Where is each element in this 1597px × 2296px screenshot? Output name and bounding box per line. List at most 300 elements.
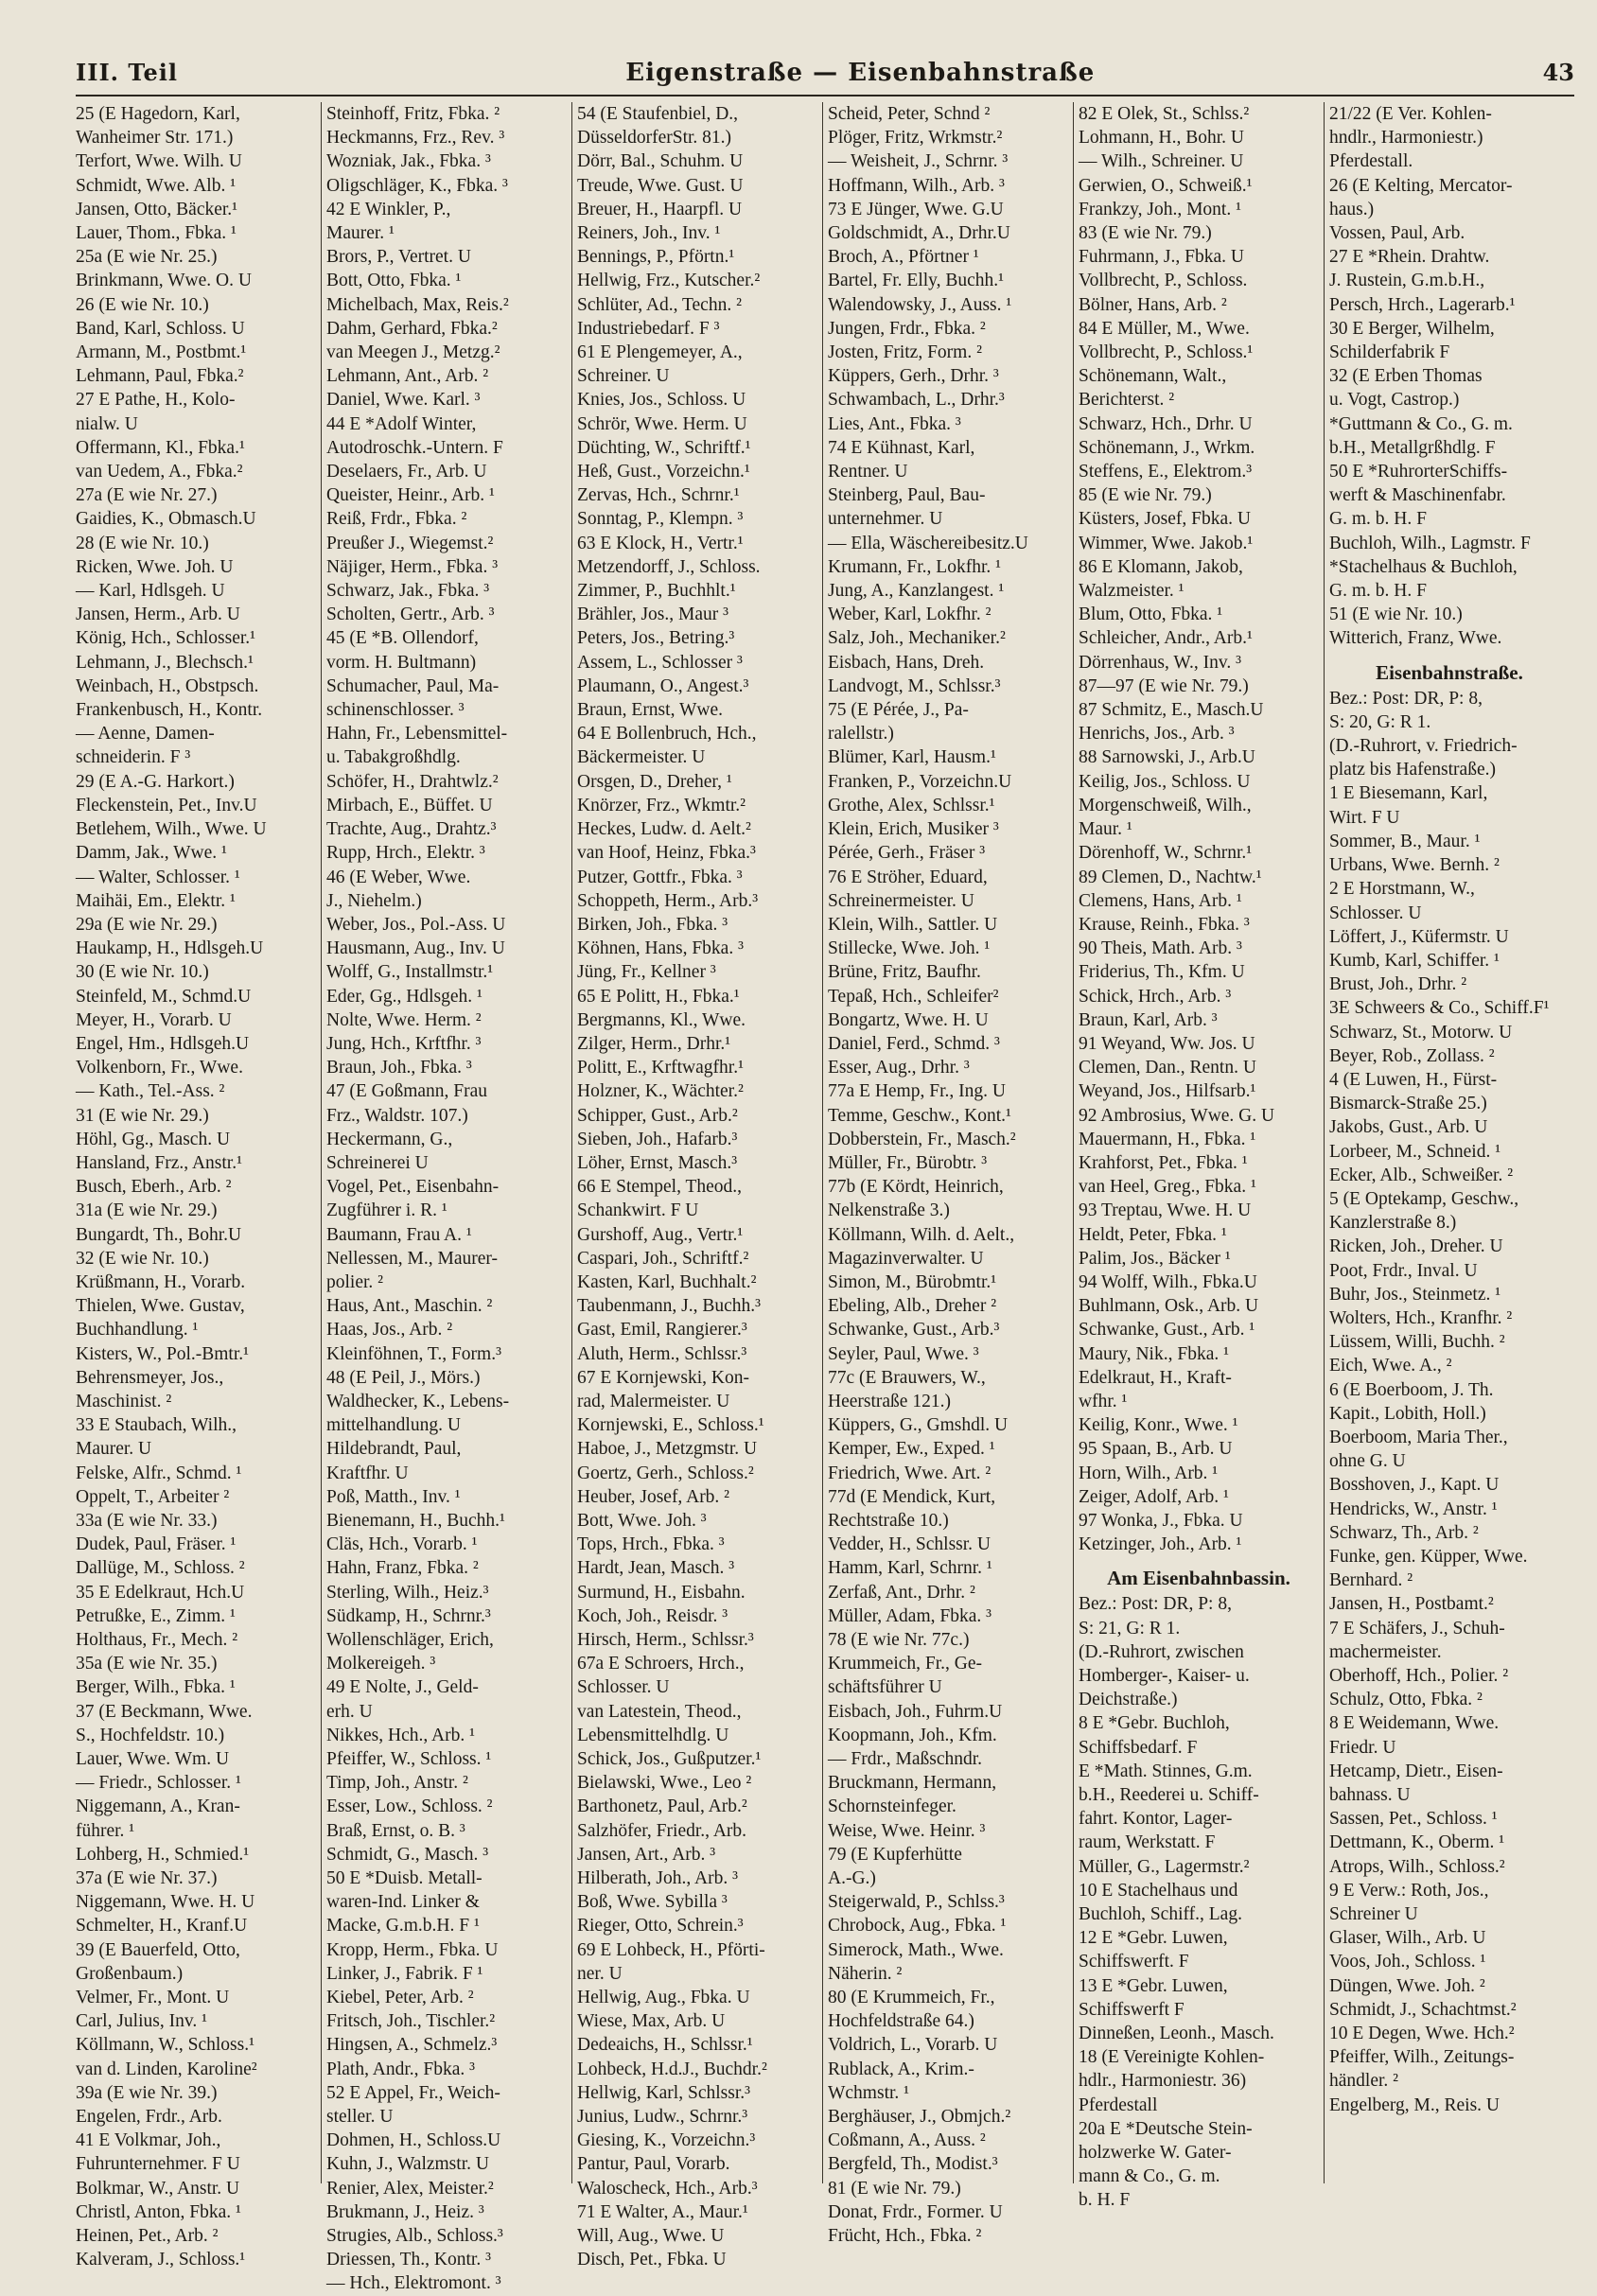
directory-line: Heinen, Pet., Arb. ²	[76, 2226, 219, 2247]
directory-line: Franken, P., Vorzeichn.U	[828, 771, 1012, 792]
directory-line: 8 E Weidemann, Wwe.	[1329, 1713, 1500, 1734]
directory-line: S: 20, G: R 1.	[1329, 711, 1431, 732]
directory-line: 32 (E Erben Thomas	[1329, 366, 1483, 387]
directory-line: Buhr, Jos., Steinmetz. ¹	[1329, 1284, 1501, 1305]
directory-line: Schwanke, Gust., Arb. ¹	[1079, 1320, 1255, 1341]
directory-line: Blümer, Karl, Hausm.¹	[828, 747, 996, 768]
directory-line: Rieger, Otto, Schrein.³	[577, 1916, 744, 1937]
directory-line: Breuer, H., Haarpfl. U	[577, 199, 743, 219]
directory-line: Preußer J., Wiegemst.²	[326, 533, 494, 553]
directory-line: Schmelter, H., Kranf.U	[76, 1916, 248, 1937]
directory-line: Bungardt, Th., Bohr.U	[76, 1224, 242, 1245]
directory-line: Müller, Adam, Fbka. ³	[828, 1605, 992, 1626]
directory-line: Steinberg, Paul, Bau-	[828, 485, 986, 506]
directory-line: Bäckermeister. U	[577, 747, 706, 768]
directory-line: Ketzinger, Joh., Arb. ¹	[1079, 1534, 1242, 1555]
directory-line: 63 E Klock, H., Vertr.¹	[577, 533, 744, 553]
directory-line: Dettmann, K., Oberm. ¹	[1329, 1832, 1505, 1853]
directory-line: Simerock, Math., Wwe.	[828, 1939, 1004, 1960]
directory-line: 46 (E Weber, Wwe.	[326, 867, 471, 887]
directory-line: Tepaß, Hch., Schleifer²	[828, 986, 999, 1007]
directory-line: Schwarz, Jak., Fbka. ³	[326, 581, 490, 602]
directory-line: 26 (E wie Nr. 10.)	[76, 294, 209, 315]
directory-line: Clemens, Hans, Arb. ¹	[1079, 890, 1242, 911]
directory-line: Holzner, K., Wächter.²	[577, 1081, 744, 1102]
directory-line: Kraftfhr. U	[326, 1463, 409, 1483]
directory-line: van Latestein, Theod.,	[577, 1701, 742, 1722]
directory-line: Hamm, Karl, Schrnr. ¹	[828, 1558, 992, 1579]
directory-line: Christl, Anton, Fbka. ¹	[76, 2201, 241, 2222]
directory-line: 21/22 (E Ver. Kohlen-	[1329, 104, 1492, 124]
directory-line: Hoffmann, Wilh., Arb. ³	[828, 175, 1005, 196]
directory-line: Braun, Joh., Fbka. ³	[326, 1058, 472, 1078]
directory-line: Koopmann, Joh., Kfm.	[828, 1725, 997, 1745]
directory-line: Lies, Ant., Fbka. ³	[828, 413, 961, 434]
directory-line: Plöger, Fritz, Wrkmstr.²	[828, 128, 1003, 149]
page-number: 43	[1542, 59, 1574, 86]
directory-line: 25a (E wie Nr. 25.)	[76, 247, 218, 268]
directory-line: Vedder, H., Schlssr. U	[828, 1534, 991, 1555]
directory-line: Großenbaum.)	[76, 1963, 184, 1984]
directory-line: Maihäi, Em., Elektr. ¹	[76, 890, 236, 911]
directory-line: polier. ²	[326, 1271, 384, 1292]
directory-line: Krahforst, Pet., Fbka. ¹	[1079, 1152, 1248, 1173]
directory-line: Deichstraße.)	[1079, 1690, 1178, 1710]
directory-line: waren-Ind. Linker &	[326, 1892, 480, 1913]
directory-line: 80 (E Krummeich, Fr.,	[828, 1988, 995, 2008]
directory-line: Keilig, Jos., Schloss. U	[1079, 771, 1251, 792]
directory-line: Lauer, Thom., Fbka. ¹	[76, 223, 237, 244]
directory-line: Palim, Jos., Bäcker ¹	[1079, 1248, 1231, 1269]
directory-line: Felske, Alfr., Schmd. ¹	[76, 1463, 242, 1483]
directory-line: Stillecke, Wwe. Joh. ¹	[828, 938, 991, 959]
directory-line: Magazinverwalter. U	[828, 1248, 984, 1269]
directory-line: 35 E Edelkraut, Hch.U	[76, 1582, 245, 1603]
directory-line: Brinkmann, Wwe. O. U	[76, 271, 252, 291]
directory-line: Schlüter, Ad., Techn. ²	[577, 294, 742, 315]
directory-line: werft & Maschinenfabr.	[1329, 485, 1506, 506]
directory-line: Friedrich, Wwe. Art. ²	[828, 1463, 992, 1483]
directory-line: 7 E Schäfers, J., Schuh-	[1329, 1618, 1505, 1639]
directory-line: 29a (E wie Nr. 29.)	[76, 914, 218, 935]
directory-line: Poß, Matth., Inv. ¹	[326, 1486, 461, 1507]
directory-line: Brukmann, J., Heiz. ³	[326, 2201, 484, 2222]
directory-line: Hahn, Fr., Lebensmittel-	[326, 724, 508, 745]
directory-line: Brähler, Jos., Maur ³	[577, 605, 728, 625]
directory-line: Aluth, Herm., Schlssr.³	[577, 1343, 747, 1364]
directory-line: 89 Clemen, D., Nachtw.¹	[1079, 867, 1262, 887]
column-4	[822, 102, 1073, 2247]
directory-line: S: 21, G: R 1.	[1079, 1618, 1181, 1639]
directory-line: Glaser, Wilh., Arb. U	[1329, 1928, 1486, 1949]
directory-line: 35a (E wie Nr. 35.)	[76, 1654, 218, 1674]
directory-line: Klein, Wilh., Sattler. U	[828, 914, 998, 935]
directory-line: Gaidies, K., Obmasch.U	[76, 509, 256, 530]
column-2	[321, 102, 571, 2294]
directory-line: Waldhecker, K., Lebens-	[326, 1391, 510, 1411]
directory-line: 31 (E wie Nr. 29.)	[76, 1105, 209, 1126]
directory-line: Donat, Frdr., Former. U	[828, 2201, 1003, 2222]
directory-line: Broch, A., Pförtner ¹	[828, 247, 979, 268]
directory-line: Schrör, Wwe. Herm. U	[577, 413, 747, 434]
directory-line: Metzendorff, J., Schloss.	[577, 556, 761, 577]
directory-line: — Frdr., Maßschndr.	[828, 1749, 983, 1770]
directory-line: Dahm, Gerhard, Fbka.²	[326, 318, 498, 339]
directory-line: Kanzlerstraße 8.)	[1329, 1213, 1457, 1234]
directory-line: Nikkes, Hch., Arb. ¹	[326, 1725, 475, 1745]
directory-line: G. m. b. H. F	[1329, 509, 1427, 530]
directory-line: Niggemann, A., Kran-	[76, 1796, 240, 1817]
directory-line: Dohmen, H., Schloss.U	[326, 2130, 501, 2151]
directory-line: 66 E Stempel, Theod.,	[577, 1177, 743, 1198]
directory-line: raum, Werkstatt. F	[1079, 1832, 1216, 1853]
directory-line: Behrensmeyer, Jos.,	[76, 1367, 224, 1388]
directory-line: Braun, Ernst, Wwe.	[577, 700, 723, 721]
directory-line: Eder, Gg., Hdlsgeh. ¹	[326, 986, 483, 1007]
directory-line: Coßmann, A., Auss. ²	[828, 2130, 986, 2151]
directory-line: ner. U	[577, 1963, 623, 1984]
directory-line: Berghäuser, J., Obmjch.²	[828, 2107, 1011, 2128]
directory-line: Schlosser. U	[1329, 903, 1422, 923]
directory-line: Löffert, J., Küfermstr. U	[1329, 926, 1509, 947]
directory-line: Disch, Pet., Fbka. U	[577, 2250, 727, 2270]
directory-line: Kumb, Karl, Schiffer. ¹	[1329, 950, 1500, 971]
directory-line: Eich, Wwe. A., ²	[1329, 1356, 1452, 1376]
directory-line: 91 Weyand, Ww. Jos. U	[1079, 1033, 1255, 1054]
directory-line: Schankwirt. F U	[577, 1201, 699, 1221]
directory-line: Offermann, Kl., Fbka.¹	[76, 437, 245, 458]
directory-line: 39a (E wie Nr. 39.)	[76, 2082, 218, 2103]
directory-line: Will, Aug., Wwe. U	[577, 2226, 725, 2247]
directory-line: 27a (E wie Nr. 27.)	[76, 485, 218, 506]
directory-line: Oligschläger, K., Fbka. ³	[326, 175, 508, 196]
directory-line: Heckes, Ludw. d. Aelt.²	[577, 819, 751, 840]
directory-line: 27 E Pathe, H., Kolo-	[76, 390, 236, 411]
directory-line: Gast, Emil, Rangierer.³	[577, 1320, 747, 1341]
directory-line: 12 E *Gebr. Luwen,	[1079, 1928, 1228, 1949]
directory-line: Wolters, Hch., Kranfhr. ²	[1329, 1307, 1513, 1328]
directory-line: Plaumann, O., Angest.³	[577, 675, 749, 696]
directory-line: Krummeich, Fr., Ge-	[828, 1654, 983, 1674]
directory-line: steller. U	[326, 2107, 394, 2128]
directory-line: Voldrich, L., Vorarb. U	[828, 2035, 998, 2056]
directory-line: Betlehem, Wilh., Wwe. U	[76, 819, 267, 840]
directory-line: 44 E *Adolf Winter,	[326, 413, 477, 434]
directory-line: 67 E Kornjewski, Kon-	[577, 1367, 749, 1388]
directory-line: 3E Schweers & Co., Schiff.F¹	[1329, 998, 1550, 1019]
directory-line: G. m. b. H. F	[1329, 581, 1427, 602]
directory-line: Autodroschk.-Untern. F	[326, 437, 503, 458]
directory-line: Oppelt, T., Arbeiter ²	[76, 1486, 230, 1507]
directory-line: 85 (E wie Nr. 79.)	[1079, 485, 1212, 506]
directory-line: Sassen, Pet., Schloss. ¹	[1329, 1809, 1498, 1830]
directory-line: Caspari, Joh., Schriftf.²	[577, 1248, 749, 1269]
directory-line: Bienemann, H., Buchh.¹	[326, 1510, 505, 1531]
directory-line: ralellstr.)	[828, 724, 894, 745]
directory-line: Niggemann, Wwe. H. U	[76, 1892, 255, 1913]
directory-line: Näjiger, Herm., Fbka. ³	[326, 556, 499, 577]
directory-line: Schwarz, Th., Arb. ²	[1329, 1522, 1479, 1543]
directory-line: Koch, Joh., Reisdr. ³	[577, 1605, 728, 1626]
directory-line: Bongartz, Wwe. H. U	[828, 1009, 989, 1030]
directory-line: 31a (E wie Nr. 29.)	[76, 1201, 218, 1221]
directory-line: bahnass. U	[1329, 1785, 1411, 1806]
page-header	[76, 59, 1574, 93]
directory-line: Bosshoven, J., Kapt. U	[1329, 1475, 1500, 1496]
directory-line: Düngen, Wwe. Joh. ²	[1329, 1975, 1485, 1996]
directory-line: Küsters, Josef, Fbka. U	[1079, 509, 1251, 530]
directory-line: ohne G. U	[1329, 1451, 1406, 1472]
directory-line: Dinneßen, Leonh., Masch.	[1079, 2024, 1274, 2044]
directory-line: Brust, Joh., Drhr. ²	[1329, 974, 1467, 995]
directory-line: Steffens, E., Elektrom.³	[1079, 462, 1253, 482]
directory-line: Jakobs, Gust., Arb. U	[1329, 1117, 1488, 1138]
directory-line: 77a E Hemp, Fr., Ing. U	[828, 1081, 1006, 1102]
directory-line: 54 (E Staufenbiel, D.,	[577, 104, 739, 124]
directory-line: — Weisheit, J., Schrnr. ³	[828, 151, 1009, 172]
directory-line: Bergfeld, Th., Modist.³	[828, 2154, 998, 2175]
directory-line: 20a E *Deutsche Stein-	[1079, 2118, 1253, 2139]
directory-line: Braun, Karl, Arb. ³	[1079, 1009, 1218, 1030]
directory-line: unternehmer. U	[828, 509, 943, 530]
directory-line: nialw. U	[76, 413, 138, 434]
directory-line: 37 (E Beckmann, Wwe.	[76, 1701, 253, 1722]
directory-line: 74 E Kühnast, Karl,	[828, 437, 975, 458]
directory-line: Bennings, P., Pförtn.¹	[577, 247, 735, 268]
directory-line: Jung, A., Kanzlangest. ¹	[828, 581, 1005, 602]
directory-line: 79 (E Kupferhütte	[828, 1844, 962, 1865]
directory-line: 32 (E wie Nr. 10.)	[76, 1248, 209, 1269]
directory-line: Hochfeldstraße 64.)	[828, 2011, 974, 2032]
directory-line: Holthaus, Fr., Mech. ²	[76, 1630, 238, 1650]
directory-line: Ebeling, Alb., Dreher ²	[828, 1296, 997, 1317]
directory-line: Terfort, Wwe. Wilh. U	[76, 151, 242, 172]
directory-line: 4 (E Luwen, H., Fürst-	[1329, 1069, 1498, 1090]
directory-line: Salzhöfer, Friedr., Arb.	[577, 1820, 747, 1841]
directory-line: Weber, Jos., Pol.-Ass. U	[326, 914, 506, 935]
directory-line: Schönemann, J., Wrkm.	[1079, 437, 1255, 458]
directory-line: Wolff, G., Installmstr.¹	[326, 962, 494, 983]
directory-line: 95 Spaan, B., Arb. U	[1079, 1439, 1233, 1460]
directory-line: Vollbrecht, P., Schloss.	[1079, 271, 1248, 291]
directory-line: Südkamp, H., Schrnr.³	[326, 1605, 491, 1626]
directory-line: Dörenhoff, W., Schrnr.¹	[1079, 843, 1253, 864]
directory-line: 92 Ambrosius, Wwe. G. U	[1079, 1105, 1275, 1126]
directory-line: 33a (E wie Nr. 33.)	[76, 1510, 218, 1531]
directory-line: Poot, Frdr., Inval. U	[1329, 1260, 1478, 1281]
directory-line: Surmund, H., Eisbahn.	[577, 1582, 746, 1603]
directory-line: Friderius, Th., Kfm. U	[1079, 962, 1245, 983]
directory-line: Heldt, Peter, Fbka. ¹	[1079, 1224, 1227, 1245]
directory-line: Fuhrunternehmer. F U	[76, 2154, 240, 2175]
directory-line: Wiese, Max, Arb. U	[577, 2011, 726, 2032]
directory-line: Klein, Erich, Musiker ³	[828, 819, 999, 840]
section-heading: Am Eisenbahnbassin.	[1107, 1567, 1290, 1590]
directory-line: Brüne, Fritz, Baufhr.	[828, 962, 981, 983]
directory-line: 69 E Lohbeck, H., Pförti-	[577, 1939, 765, 1960]
directory-line: Braß, Ernst, o. B. ³	[326, 1820, 465, 1841]
directory-line: 30 E Berger, Wilhelm,	[1329, 318, 1495, 339]
page-title: Eigenstraße — Eisenbahnstraße	[625, 59, 1096, 87]
directory-line: 26 (E Kelting, Mercator-	[1329, 175, 1513, 196]
directory-line: 48 (E Peil, J., Mörs.)	[326, 1367, 481, 1388]
directory-line: Dedeaichs, H., Schlssr.¹	[577, 2035, 753, 2056]
directory-line: 73 E Jünger, Wwe. G.U	[828, 199, 1004, 219]
directory-line: fahrt. Kontor, Lager-	[1079, 1809, 1233, 1830]
directory-line: Gerwien, O., Schweiß.¹	[1079, 175, 1253, 196]
directory-line: Hellwig, Frz., Kutscher.²	[577, 271, 761, 291]
directory-line: Scholten, Gertr., Arb. ³	[326, 605, 495, 625]
directory-line: Pfeiffer, Wilh., Zeitungs-	[1329, 2047, 1515, 2068]
directory-line: Höhl, Gg., Masch. U	[76, 1129, 231, 1149]
directory-line: Pantur, Paul, Vorarb.	[577, 2154, 730, 2175]
directory-line: Jüng, Fr., Kellner ³	[577, 962, 716, 983]
directory-line: 87—97 (E wie Nr. 79.)	[1079, 675, 1249, 696]
directory-line: 86 E Klomann, Jakob,	[1079, 556, 1243, 577]
directory-line: Sommer, B., Maur. ¹	[1329, 831, 1481, 851]
directory-line: Hansland, Frz., Anstr.¹	[76, 1152, 242, 1173]
directory-line: Urbans, Wwe. Bernh. ²	[1329, 855, 1500, 876]
column-6	[1324, 102, 1574, 2183]
directory-line: Brors, P., Vertret. U	[326, 247, 471, 268]
directory-line: Heckmanns, Frz., Rev. ³	[326, 128, 505, 149]
directory-line: schäftsführer U	[828, 1677, 942, 1698]
directory-line: Taubenmann, J., Buchh.³	[577, 1296, 762, 1317]
directory-line: Pfeiffer, W., Schloss. ¹	[326, 1749, 492, 1770]
directory-line: Grothe, Alex, Schlssr.¹	[828, 795, 995, 815]
directory-line: 9 E Verw.: Roth, Jos.,	[1329, 1880, 1489, 1901]
directory-line: Buhlmann, Osk., Arb. U	[1079, 1296, 1259, 1317]
directory-line: Giesing, K., Vorzeichn.³	[577, 2130, 756, 2151]
directory-line: Linker, J., Fabrik. F ¹	[326, 1963, 483, 1984]
directory-line: Lehmann, J., Blechsch.¹	[76, 652, 254, 673]
directory-line: 77d (E Mendick, Kurt,	[828, 1486, 996, 1507]
directory-line: Hirsch, Herm., Schlssr.³	[577, 1630, 754, 1650]
directory-line: Schick, Jos., Gußputzer.¹	[577, 1749, 762, 1770]
directory-line: Heckermann, G.,	[326, 1129, 453, 1149]
directory-line: Wollenschläger, Erich,	[326, 1630, 494, 1650]
directory-line: Band, Karl, Schloss. U	[76, 318, 245, 339]
directory-line: 8 E *Gebr. Buchloh,	[1079, 1713, 1230, 1734]
directory-line: Frz., Waldstr. 107.)	[326, 1105, 468, 1126]
directory-line: Witterich, Franz, Wwe.	[1329, 628, 1502, 649]
directory-line: Kiebel, Peter, Arb. ²	[326, 1988, 474, 2008]
directory-line: Strugies, Alb., Schloss.³	[326, 2226, 503, 2247]
directory-line: Köllmann, W., Schloss.¹	[76, 2035, 254, 2056]
directory-line: Maurer. U	[76, 1439, 152, 1460]
directory-line: Friedr. U	[1329, 1737, 1396, 1758]
directory-line: Weinbach, H., Obstpsch.	[76, 675, 259, 696]
directory-line: Hildebrandt, Paul,	[326, 1439, 462, 1460]
directory-line: Salz, Joh., Mechaniker.²	[828, 628, 1006, 649]
directory-line: Eisbach, Joh., Fuhrm.U	[828, 1701, 1003, 1722]
header-rule	[76, 95, 1574, 96]
directory-line: Baumann, Frau A. ¹	[326, 1224, 472, 1245]
directory-line: Driessen, Th., Kontr. ³	[326, 2250, 491, 2270]
directory-line: Molkereigeh. ³	[326, 1654, 436, 1674]
directory-line: Bölner, Hans, Arb. ²	[1079, 294, 1227, 315]
directory-line: Krumann, Fr., Lokfhr. ¹	[828, 556, 1001, 577]
directory-line: Keilig, Konr., Wwe. ¹	[1079, 1415, 1238, 1436]
directory-line: Berger, Wilh., Fbka. ¹	[76, 1677, 236, 1698]
directory-line: Kalveram, J., Schloss.¹	[76, 2250, 246, 2270]
directory-line: Plath, Andr., Fbka. ³	[326, 2059, 475, 2079]
directory-line: 18 (E Vereinigte Kohlen-	[1079, 2047, 1265, 2068]
directory-line: Waloscheck, Hch., Arb.³	[577, 2178, 758, 2199]
directory-line: Maschinist. ²	[76, 1391, 172, 1411]
directory-line: Hellwig, Aug., Fbka. U	[577, 1988, 750, 2008]
directory-line: Gurshoff, Aug., Vertr.¹	[577, 1224, 744, 1245]
directory-line: Cläs, Hch., Vorarb. ¹	[326, 1534, 478, 1555]
directory-line: Rechtstraße 10.)	[828, 1510, 949, 1531]
directory-line: 50 E *RuhrorterSchiffs-	[1329, 462, 1508, 482]
directory-line: Ricken, Joh., Dreher. U	[1329, 1236, 1503, 1257]
directory-line: Kemper, Ew., Exped. ¹	[828, 1439, 995, 1460]
directory-line: Seyler, Paul, Wwe. ³	[828, 1343, 979, 1364]
directory-line: 83 (E wie Nr. 79.)	[1079, 223, 1212, 244]
directory-line: — Kath., Tel.-Ass. ²	[76, 1081, 225, 1102]
directory-line: Müller, G., Lagermstr.²	[1079, 1856, 1250, 1877]
directory-line: Bruckmann, Hermann,	[828, 1773, 997, 1794]
directory-line: Mirbach, E., Büffet. U	[326, 795, 493, 815]
directory-line: Orsgen, D., Dreher, ¹	[577, 771, 732, 792]
directory-line: vorm. H. Bultmann)	[326, 652, 477, 673]
directory-line: — Friedr., Schlosser. ¹	[76, 1773, 241, 1794]
directory-line: Bielawski, Wwe., Leo ²	[577, 1773, 752, 1794]
directory-line: mittelhandlung. U	[326, 1415, 461, 1436]
directory-line: 61 E Plengemeyer, A.,	[577, 342, 743, 363]
directory-line: 75 (E Pérée, J., Pa-	[828, 700, 969, 721]
directory-line: Hendricks, W., Anstr. ¹	[1329, 1499, 1498, 1519]
directory-line: Steigerwald, P., Schlss.³	[828, 1892, 1005, 1913]
directory-line: haus.)	[1329, 199, 1375, 219]
directory-line: 71 E Walter, A., Maur.¹	[577, 2201, 748, 2222]
directory-line: (D.-Ruhrort, zwischen	[1079, 1641, 1244, 1662]
directory-line: 49 E Nolte, J., Geld-	[326, 1677, 479, 1698]
directory-line: van Uedem, A., Fbka.²	[76, 462, 243, 482]
directory-line: 33 E Staubach, Wilh.,	[76, 1415, 237, 1436]
directory-line: — Aenne, Damen-	[76, 724, 215, 745]
directory-line: Rublack, A., Krim.-	[828, 2059, 974, 2079]
directory-line: Engelen, Frdr., Arb.	[76, 2107, 222, 2128]
directory-line: Lorbeer, M., Schneid. ¹	[1329, 1141, 1501, 1162]
directory-line: Atrops, Wilh., Schloss.²	[1329, 1856, 1505, 1877]
directory-line: Zimmer, P., Buchhlt.¹	[577, 581, 736, 602]
column-1	[76, 102, 321, 2270]
directory-line: Lüssem, Willi, Buchh. ²	[1329, 1332, 1505, 1353]
directory-line: Hausmann, Aug., Inv. U	[326, 938, 505, 959]
directory-line: Sterling, Wilh., Heiz.³	[326, 1582, 489, 1603]
directory-line: Heerstraße 121.)	[828, 1391, 951, 1411]
directory-line: schinenschlosser. ³	[326, 700, 465, 721]
directory-line: Bergmanns, Kl., Wwe.	[577, 1009, 746, 1030]
directory-line: 87 Schmitz, E., Masch.U	[1079, 700, 1264, 721]
directory-line: Rupp, Hrch., Elektr. ³	[326, 843, 485, 864]
directory-line: Kornjewski, E., Schloss.¹	[577, 1415, 764, 1436]
directory-line: Temme, Geschw., Kont.¹	[828, 1105, 1011, 1126]
directory-line: Hingsen, A., Schmelz.³	[326, 2035, 498, 2056]
directory-line: Simon, M., Bürobmtr.¹	[828, 1271, 997, 1292]
directory-line: Dörrenhaus, W., Inv. ³	[1079, 652, 1241, 673]
directory-line: Jansen, Otto, Bäcker.¹	[76, 199, 238, 219]
directory-line: Esser, Aug., Drhr. ³	[828, 1058, 970, 1078]
directory-line: Treude, Wwe. Gust. U	[577, 175, 744, 196]
directory-line: Oberhoff, Hch., Polier. ²	[1329, 1666, 1509, 1686]
directory-line: Clemen, Dan., Rentn. U	[1079, 1058, 1256, 1078]
directory-line: Henrichs, Jos., Arb. ³	[1079, 724, 1235, 745]
directory-line: Bernhard. ²	[1329, 1570, 1413, 1591]
directory-line: mann & Co., G. m.	[1079, 2166, 1220, 2187]
